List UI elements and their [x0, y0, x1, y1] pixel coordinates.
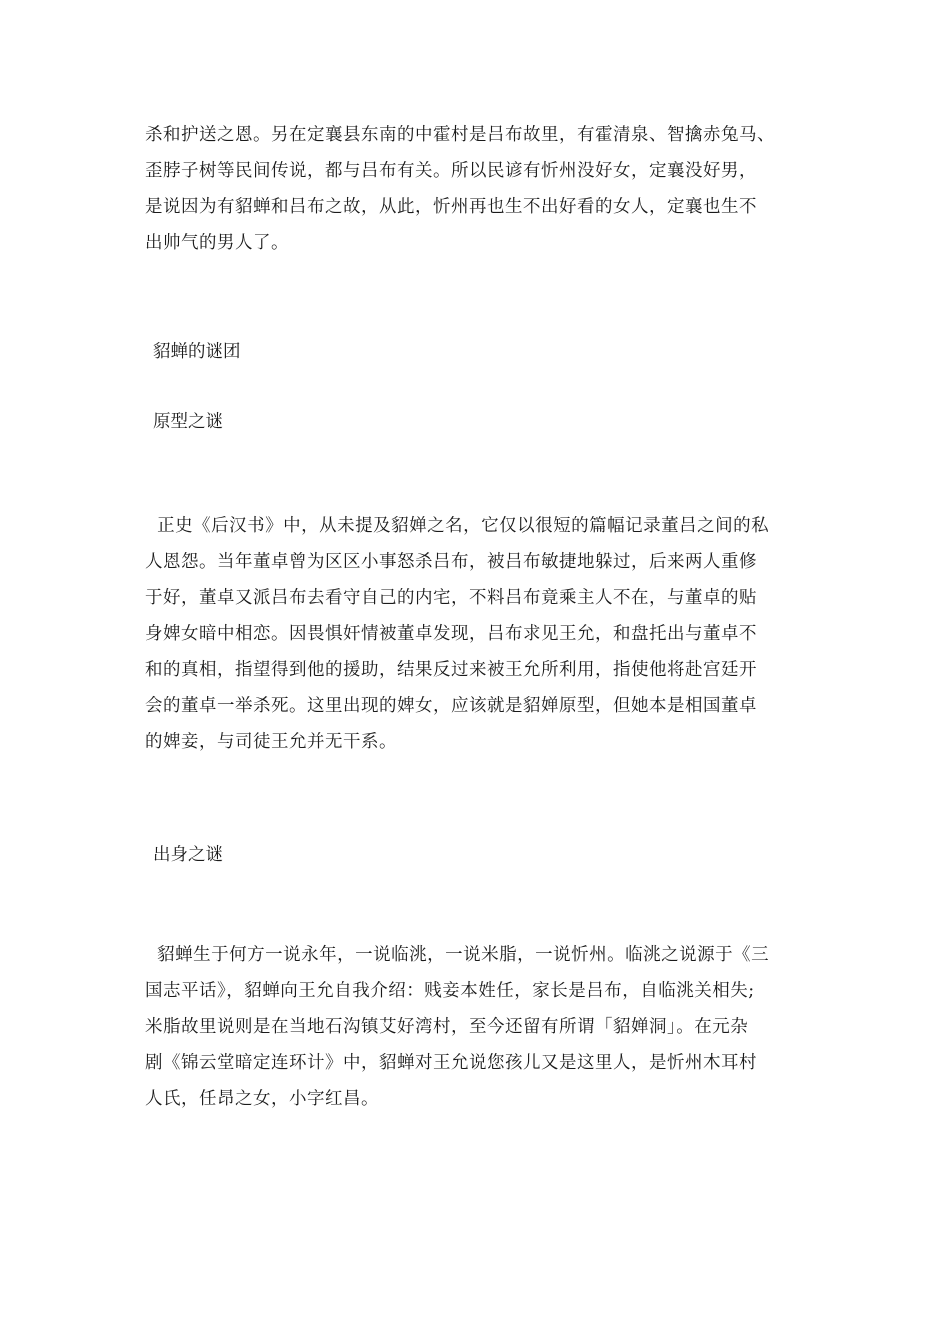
paragraph-line: 貂蝉生于何方一说永年，一说临洮，一说米脂，一说忻州。临洮之说源于《三	[145, 945, 770, 965]
paragraph-line: 于好，董卓又派吕布去看守自己的内宅，不料吕布竟乘主人不在，与董卓的贴	[145, 588, 757, 608]
paragraph-line: 的婢妾，与司徒王允并无干系。	[145, 732, 397, 752]
paragraph-line: 会的董卓一举杀死。这里出现的婢女，应该就是貂婵原型，但她本是相国董卓	[145, 696, 757, 716]
paragraph-line: 身婢女暗中相恋。因畏惧奸情被董卓发现，吕布求见王允，和盘托出与董卓不	[145, 624, 757, 644]
intro-paragraph	[145, 117, 815, 261]
paragraph-line: 人氏，任昂之女，小字红昌。	[145, 1089, 379, 1109]
paragraph-line: 杀和护送之恩。另在定襄县东南的中霍村是吕布故里，有霍清泉、智擒赤兔马、	[145, 125, 775, 145]
section-heading-mystery: 貂蝉的谜团	[153, 342, 241, 362]
paragraph-line: 正史《后汉书》中，从未提及貂婵之名，它仅以很短的篇幅记录董吕之间的私	[145, 516, 770, 536]
section-heading-prototype: 原型之谜	[153, 412, 223, 432]
paragraph-line: 剧《锦云堂暗定连环计》中，貂蝉对王允说您孩儿又是这里人，是忻州木耳村	[145, 1053, 757, 1073]
paragraph-line: 和的真相，指望得到他的援助，结果反过来被王允所利用，指使他将赴宫廷开	[145, 660, 757, 680]
paragraph-line: 歪脖子树等民间传说，都与吕布有关。所以民谚有忻州没好女，定襄没好男，	[145, 161, 757, 181]
paragraph-line: 是说因为有貂蝉和吕布之故，从此，忻州再也生不出好看的女人，定襄也生不	[145, 197, 757, 217]
paragraph-line: 米脂故里说则是在当地石沟镇艾好湾村，至今还留有所谓「貂婵洞」。在元杂	[145, 1017, 749, 1037]
paragraph-line: 出帅气的男人了。	[145, 233, 289, 253]
section-heading-origin: 出身之谜	[153, 845, 223, 865]
origin-paragraph	[145, 937, 815, 1117]
prototype-paragraph	[145, 508, 815, 760]
paragraph-line: 人恩怨。当年董卓曾为区区小事怒杀吕布，被吕布敏捷地躲过，后来两人重修	[145, 552, 757, 572]
paragraph-line: 国志平话》，貂蝉向王允自我介绍：贱妾本姓任，家长是吕布，自临洮关相失;	[145, 981, 755, 1001]
